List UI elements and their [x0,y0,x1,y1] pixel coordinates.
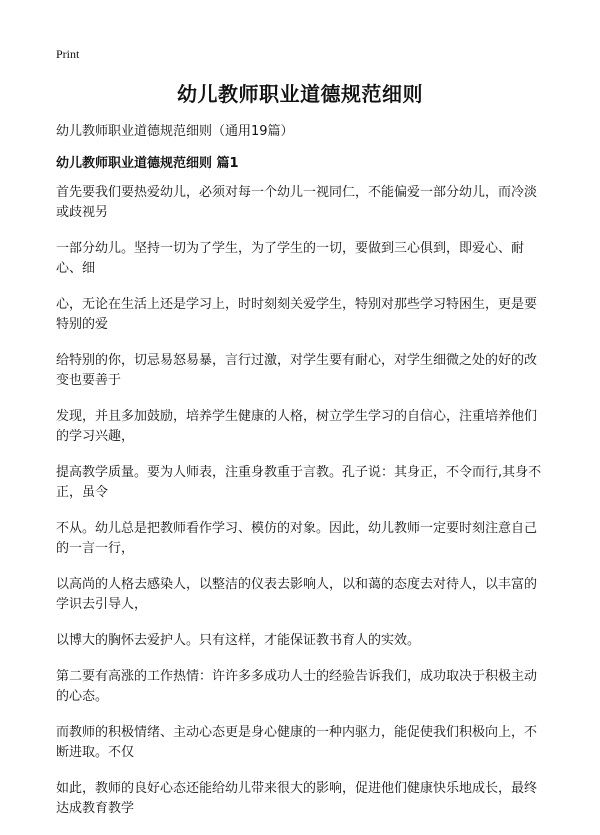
paragraph: 提高教学质量。要为人师表，注重身教重于言教。孔子说：其身正，不令而行,其身不正，虽令 [56,465,542,500]
paragraph: 首先要我们要热爱幼儿，必须对每一个幼儿一视同仁，不能偏爱一部分幼儿，而冷淡或歧视另 [56,185,538,220]
paragraph: 发现，并且多加鼓励，培养学生健康的人格，树立学生学习的自信心，注重培养他们的学习兴趣， [56,409,538,444]
print-link[interactable]: Print [56,47,80,61]
paragraph: 而教师的积极情绪、主动心态更是身心健康的一种内驱力，能促使我们积极向上，不断进取。不仅 [56,725,538,760]
document-body [56,183,548,835]
section-heading: 幼儿教师职业道德规范细则 篇1 [56,156,239,171]
paragraph: 以博大的胸怀去爱护人。只有这样，才能保证教书育人的实效。 [56,633,421,648]
document-title: 幼儿教师职业道德规范细则 [177,82,423,106]
paragraph: 第二要有高涨的工作热情：许许多多成功人士的经验告诉我们，成功取决于积极主动的心态。 [56,669,538,704]
paragraph: 如此，教师的良好心态还能给幼儿带来很大的影响，促进他们健康快乐地成长，最终达成教育教学 [56,781,538,816]
paragraph: 以高尚的人格去感染人，以整洁的仪表去影响人，以和蔼的态度去对待人，以丰富的学识去引导人， [56,577,538,612]
paragraph: 不从。幼儿总是把教师看作学习、模仿的对象。因此，幼儿教师一定要时刻注意自己的一言一行， [56,521,538,556]
paragraph: 心，无论在生活上还是学习上，时时刻刻关爱学生，特别对那些学习特困生，更是要特别的爱 [56,297,538,332]
paragraph: 一部分幼儿。坚持一切为了学生，为了学生的一切，要做到三心俱到，即爱心、耐心、细 [56,241,525,276]
document-subtitle: 幼儿教师职业道德规范细则（通用19篇） [56,124,294,139]
paragraph: 给特别的你，切忌易怒易暴，言行过激，对学生要有耐心，对学生细微之处的好的改变也要善于 [56,353,538,388]
